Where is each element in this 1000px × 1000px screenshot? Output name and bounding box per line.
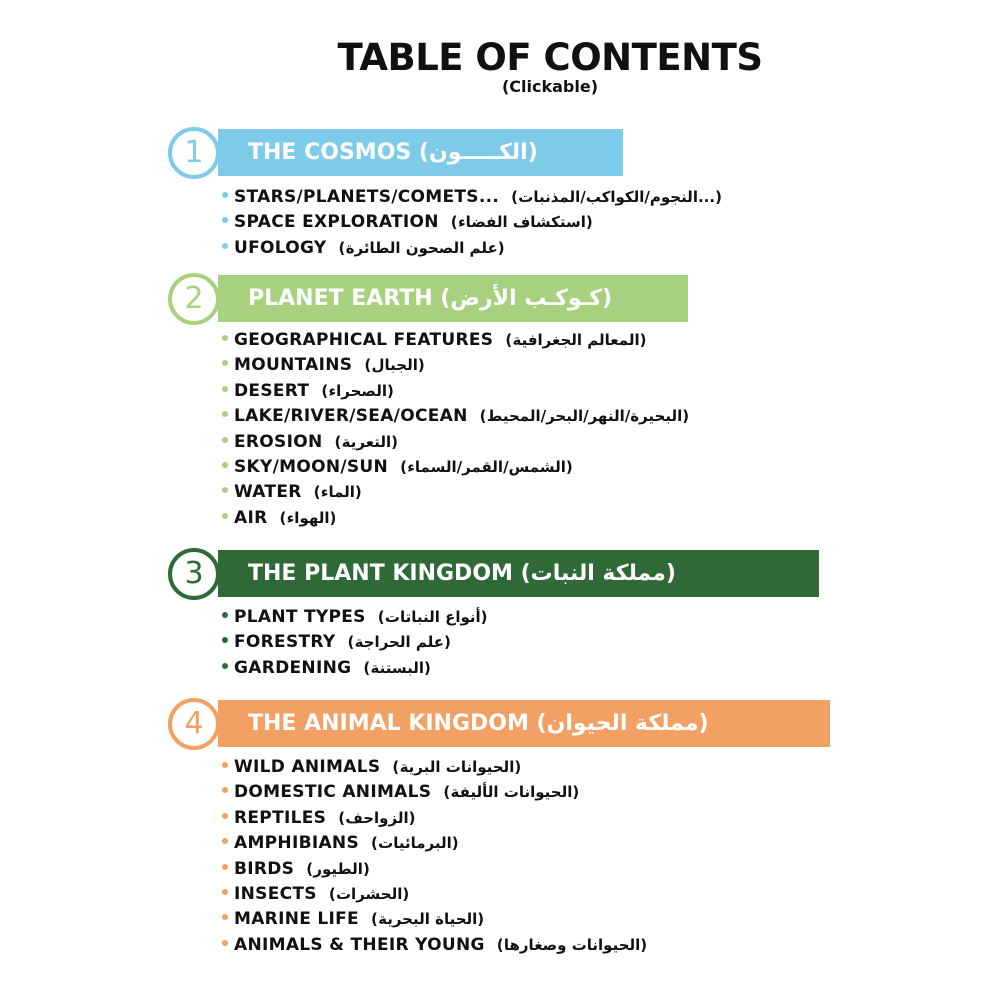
item-label: DESERT bbox=[234, 380, 310, 401]
bullet-icon bbox=[222, 864, 228, 870]
item-arabic-label: (البرمائيات) bbox=[371, 834, 459, 853]
item-label: FORESTRY bbox=[234, 632, 336, 653]
item-label: GEOGRAPHICAL FEATURES bbox=[234, 330, 494, 350]
item-label: PLANT TYPES bbox=[234, 607, 366, 627]
toc-item-link[interactable] bbox=[222, 210, 722, 235]
bullet-icon bbox=[222, 889, 228, 895]
bullet-icon bbox=[222, 787, 228, 793]
toc-item-link[interactable] bbox=[222, 353, 689, 378]
item-label: REPTILES bbox=[234, 807, 327, 828]
toc-item-link[interactable] bbox=[222, 185, 722, 210]
item-arabic-label: (استكشاف الفضاء) bbox=[450, 213, 594, 232]
bullet-icon bbox=[222, 243, 228, 249]
bullet-icon bbox=[222, 813, 228, 819]
item-label: UFOLOGY bbox=[234, 237, 327, 258]
section-item-list bbox=[222, 328, 689, 531]
item-label: EROSION bbox=[234, 431, 323, 452]
toc-item-link[interactable] bbox=[222, 379, 689, 404]
section-title-link[interactable]: THE COSMOS (الكـــــون) bbox=[218, 129, 623, 176]
toc-item-link[interactable] bbox=[222, 404, 689, 429]
section-number-badge: 3 bbox=[168, 548, 220, 600]
item-label: MOUNTAINS bbox=[234, 355, 353, 376]
bullet-icon bbox=[222, 637, 228, 643]
item-arabic-label: (الحيوانات البرية) bbox=[392, 758, 522, 776]
item-arabic-label: (المعالم الجغرافية) bbox=[505, 331, 647, 349]
toc-item-link[interactable] bbox=[222, 780, 647, 805]
toc-item-link[interactable] bbox=[222, 455, 689, 480]
bullet-icon bbox=[222, 217, 228, 223]
item-label: DOMESTIC ANIMALS bbox=[234, 782, 432, 803]
toc-item-link[interactable] bbox=[222, 480, 689, 505]
item-arabic-label: (الجبال) bbox=[364, 356, 426, 375]
item-label: AMPHIBIANS bbox=[234, 833, 359, 854]
page-subtitle: (Clickable) bbox=[501, 77, 599, 96]
bullet-icon bbox=[222, 914, 228, 920]
item-arabic-label: (علم الصحون الطائرة) bbox=[338, 238, 505, 257]
item-arabic-label: (أنواع النباتات) bbox=[377, 608, 488, 626]
item-arabic-label: (الصحراء) bbox=[321, 381, 395, 400]
section-number-badge: 2 bbox=[168, 273, 220, 325]
section-item-list bbox=[222, 605, 488, 681]
bullet-icon bbox=[222, 513, 228, 519]
item-arabic-label: (البستنة) bbox=[363, 658, 432, 677]
bullet-icon bbox=[222, 487, 228, 493]
bullet-icon bbox=[222, 838, 228, 844]
toc-item-link[interactable] bbox=[222, 656, 488, 681]
toc-item-link[interactable] bbox=[222, 755, 647, 780]
item-arabic-label: (الزواحف) bbox=[338, 808, 416, 827]
bullet-icon bbox=[222, 360, 228, 366]
item-arabic-label: (الهواء) bbox=[279, 508, 337, 527]
toc-item-link[interactable] bbox=[222, 328, 689, 353]
toc-item-link[interactable] bbox=[222, 605, 488, 630]
toc-item-link[interactable] bbox=[222, 882, 647, 907]
item-label: SKY/MOON/SUN bbox=[234, 456, 389, 477]
toc-item-link[interactable] bbox=[222, 933, 647, 958]
bullet-icon bbox=[222, 940, 228, 946]
bullet-icon bbox=[222, 762, 228, 768]
section-title-link[interactable]: THE ANIMAL KINGDOM (مملكة الحيوان) bbox=[218, 700, 830, 747]
bullet-icon bbox=[222, 192, 228, 198]
section-number-badge: 4 bbox=[168, 698, 220, 750]
section-item-list bbox=[222, 755, 647, 958]
item-label: ANIMALS & THEIR YOUNG bbox=[234, 934, 485, 955]
bullet-icon bbox=[222, 437, 228, 443]
bullet-icon bbox=[222, 411, 228, 417]
item-arabic-label: (الحيوانات الأليفة) bbox=[443, 783, 580, 802]
item-label: WILD ANIMALS bbox=[234, 757, 381, 777]
toc-item-link[interactable] bbox=[222, 806, 647, 831]
toc-item-link[interactable] bbox=[222, 907, 647, 932]
item-arabic-label: (الحشرات) bbox=[328, 884, 410, 903]
bullet-icon bbox=[222, 663, 228, 669]
item-arabic-label: (الطيور) bbox=[306, 859, 371, 878]
item-label: GARDENING bbox=[234, 657, 352, 678]
item-label: MARINE LIFE bbox=[234, 909, 359, 930]
item-label: SPACE EXPLORATION bbox=[234, 212, 439, 233]
toc-item-link[interactable] bbox=[222, 430, 689, 455]
section-item-list bbox=[222, 185, 722, 261]
section-number-badge: 1 bbox=[168, 127, 220, 179]
item-arabic-label: (التعرية) bbox=[334, 432, 399, 451]
item-arabic-label: (النجوم/الكواكب/المذنبات...) bbox=[511, 188, 723, 206]
toc-item-link[interactable] bbox=[222, 506, 689, 531]
toc-item-link[interactable] bbox=[222, 236, 722, 261]
item-label: STARS/PLANETS/COMETS... bbox=[234, 187, 500, 207]
item-arabic-label: (الحيوانات وصغارها) bbox=[496, 935, 648, 954]
toc-item-link[interactable] bbox=[222, 630, 488, 655]
bullet-icon bbox=[222, 612, 228, 618]
item-arabic-label: (الشمس/القمر/السماء) bbox=[400, 457, 573, 476]
page-title: TABLE OF CONTENTS bbox=[337, 36, 763, 79]
toc-item-link[interactable] bbox=[222, 857, 647, 882]
item-arabic-label: (الماء) bbox=[313, 483, 363, 502]
section-title-link[interactable]: PLANET EARTH (كـوكـب الأرض) bbox=[218, 275, 688, 322]
item-arabic-label: (علم الحراجة) bbox=[347, 633, 452, 652]
item-label: INSECTS bbox=[234, 883, 317, 904]
item-label: WATER bbox=[234, 482, 302, 503]
item-arabic-label: (البحيرة/النهر/البحر/المحيط) bbox=[479, 407, 690, 426]
section-title-link[interactable]: THE PLANT KINGDOM (مملكة النبات) bbox=[218, 550, 819, 597]
item-label: BIRDS bbox=[234, 858, 295, 879]
item-label: LAKE/RIVER/SEA/OCEAN bbox=[234, 406, 468, 427]
bullet-icon bbox=[222, 462, 228, 468]
item-label: AIR bbox=[234, 507, 268, 528]
item-arabic-label: (الحياة البحرية) bbox=[370, 910, 485, 929]
toc-item-link[interactable] bbox=[222, 831, 647, 856]
bullet-icon bbox=[222, 386, 228, 392]
bullet-icon bbox=[222, 335, 228, 341]
